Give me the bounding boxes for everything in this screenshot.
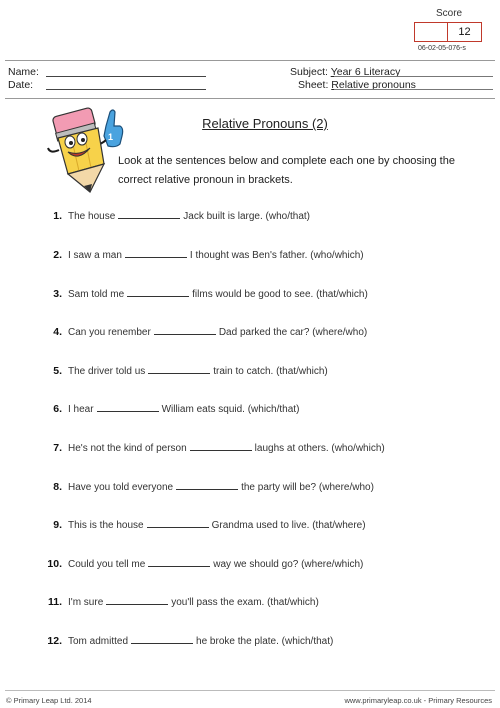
sheet-field <box>298 79 495 93</box>
answer-blank[interactable] <box>154 326 216 335</box>
question-text-before: I hear <box>68 404 94 415</box>
subject-label: Subject: <box>290 66 328 78</box>
answer-blank[interactable] <box>106 596 168 605</box>
question-number: 10. <box>47 558 62 570</box>
name-line <box>46 76 206 77</box>
worksheet-code: 06-02-05-076-s <box>418 45 466 52</box>
question-text-after: films would be good to see. (that/which) <box>192 289 368 300</box>
question-number: 8. <box>53 481 62 493</box>
answer-blank[interactable] <box>118 210 180 219</box>
question-text-before: This is the house <box>68 520 144 531</box>
answer-blank[interactable] <box>148 365 210 374</box>
question-text-before: The driver told us <box>68 366 146 377</box>
question-text-before: Sam told me <box>68 289 125 300</box>
subject-line <box>334 76 493 77</box>
top-divider <box>5 60 495 61</box>
question-number: 9. <box>53 519 62 531</box>
svg-text:1: 1 <box>108 132 114 142</box>
question-number: 11. <box>47 596 62 608</box>
subject-field <box>290 66 495 80</box>
instructions: Look at the sentences below and complete each one by choosing the correct relative pronoun in brackets. <box>118 155 455 186</box>
footer-copyright: © Primary Leap Ltd. 2014 <box>6 696 92 705</box>
sheet-label: Sheet: <box>298 79 329 91</box>
question-number: 6. <box>53 403 62 415</box>
score-label: Score <box>436 8 463 19</box>
question-text-after: William eats squid. (which/that) <box>161 404 300 415</box>
answer-blank[interactable] <box>148 558 210 567</box>
question-number: 4. <box>53 326 62 338</box>
answer-blank[interactable] <box>97 403 159 412</box>
question-text-after: Grandma used to live. (that/where) <box>211 520 366 531</box>
question-text-before: I'm sure <box>68 597 104 608</box>
answer-blank[interactable] <box>127 288 189 297</box>
question-text-after: laughs at others. (who/which) <box>254 443 385 454</box>
footer-divider <box>5 690 495 691</box>
subject-value: Year 6 Literacy <box>330 66 401 78</box>
worksheet-title: Relative Pronouns (2) <box>202 116 328 131</box>
question-number: 7. <box>53 442 62 454</box>
name-label: Name: <box>8 66 39 78</box>
question-text-before: He's not the kind of person <box>68 443 187 454</box>
question-text-before: The house <box>68 211 116 222</box>
question-number: 2. <box>53 249 62 261</box>
sheet-value: Relative pronouns <box>331 79 416 91</box>
footer-website: www.primaryleap.co.uk - Primary Resources <box>344 696 492 705</box>
question-text-before: Can you renember <box>68 327 151 338</box>
score-total: 12 <box>458 26 471 38</box>
question-text-after: train to catch. (that/which) <box>213 366 328 377</box>
answer-blank[interactable] <box>125 249 187 258</box>
header-divider <box>5 98 495 99</box>
question-text-before: I saw a man <box>68 250 122 261</box>
question-number: 3. <box>53 288 62 300</box>
question-number: 12. <box>47 635 62 647</box>
question-text-before: Tom admitted <box>68 636 129 647</box>
question-number: 5. <box>53 365 62 377</box>
question-text-after: Dad parked the car? (where/who) <box>218 327 368 338</box>
date-label: Date: <box>8 79 34 91</box>
date-line <box>46 89 206 90</box>
question-text-after: he broke the plate. (which/that) <box>196 636 334 647</box>
question-text-after: way we should go? (where/which) <box>213 559 364 570</box>
score-entry-cell <box>415 23 448 41</box>
answer-blank[interactable] <box>131 635 193 644</box>
answer-blank[interactable] <box>147 519 209 528</box>
sheet-line <box>334 89 493 90</box>
question-text-after: the party will be? (where/who) <box>241 482 374 493</box>
question-text-after: you'll pass the exam. (that/which) <box>171 597 319 608</box>
date-field <box>8 79 228 93</box>
question-number: 1. <box>53 210 62 222</box>
answer-blank[interactable] <box>176 481 238 490</box>
question-text-after: I thought was Ben's father. (who/which) <box>189 250 364 261</box>
question-text-after: Jack built is large. (who/that) <box>183 211 310 222</box>
question-text-before: Have you told everyone <box>68 482 174 493</box>
question-text-before: Could you tell me <box>68 559 146 570</box>
answer-blank[interactable] <box>190 442 252 451</box>
name-field <box>8 66 228 80</box>
score-box <box>414 22 482 42</box>
